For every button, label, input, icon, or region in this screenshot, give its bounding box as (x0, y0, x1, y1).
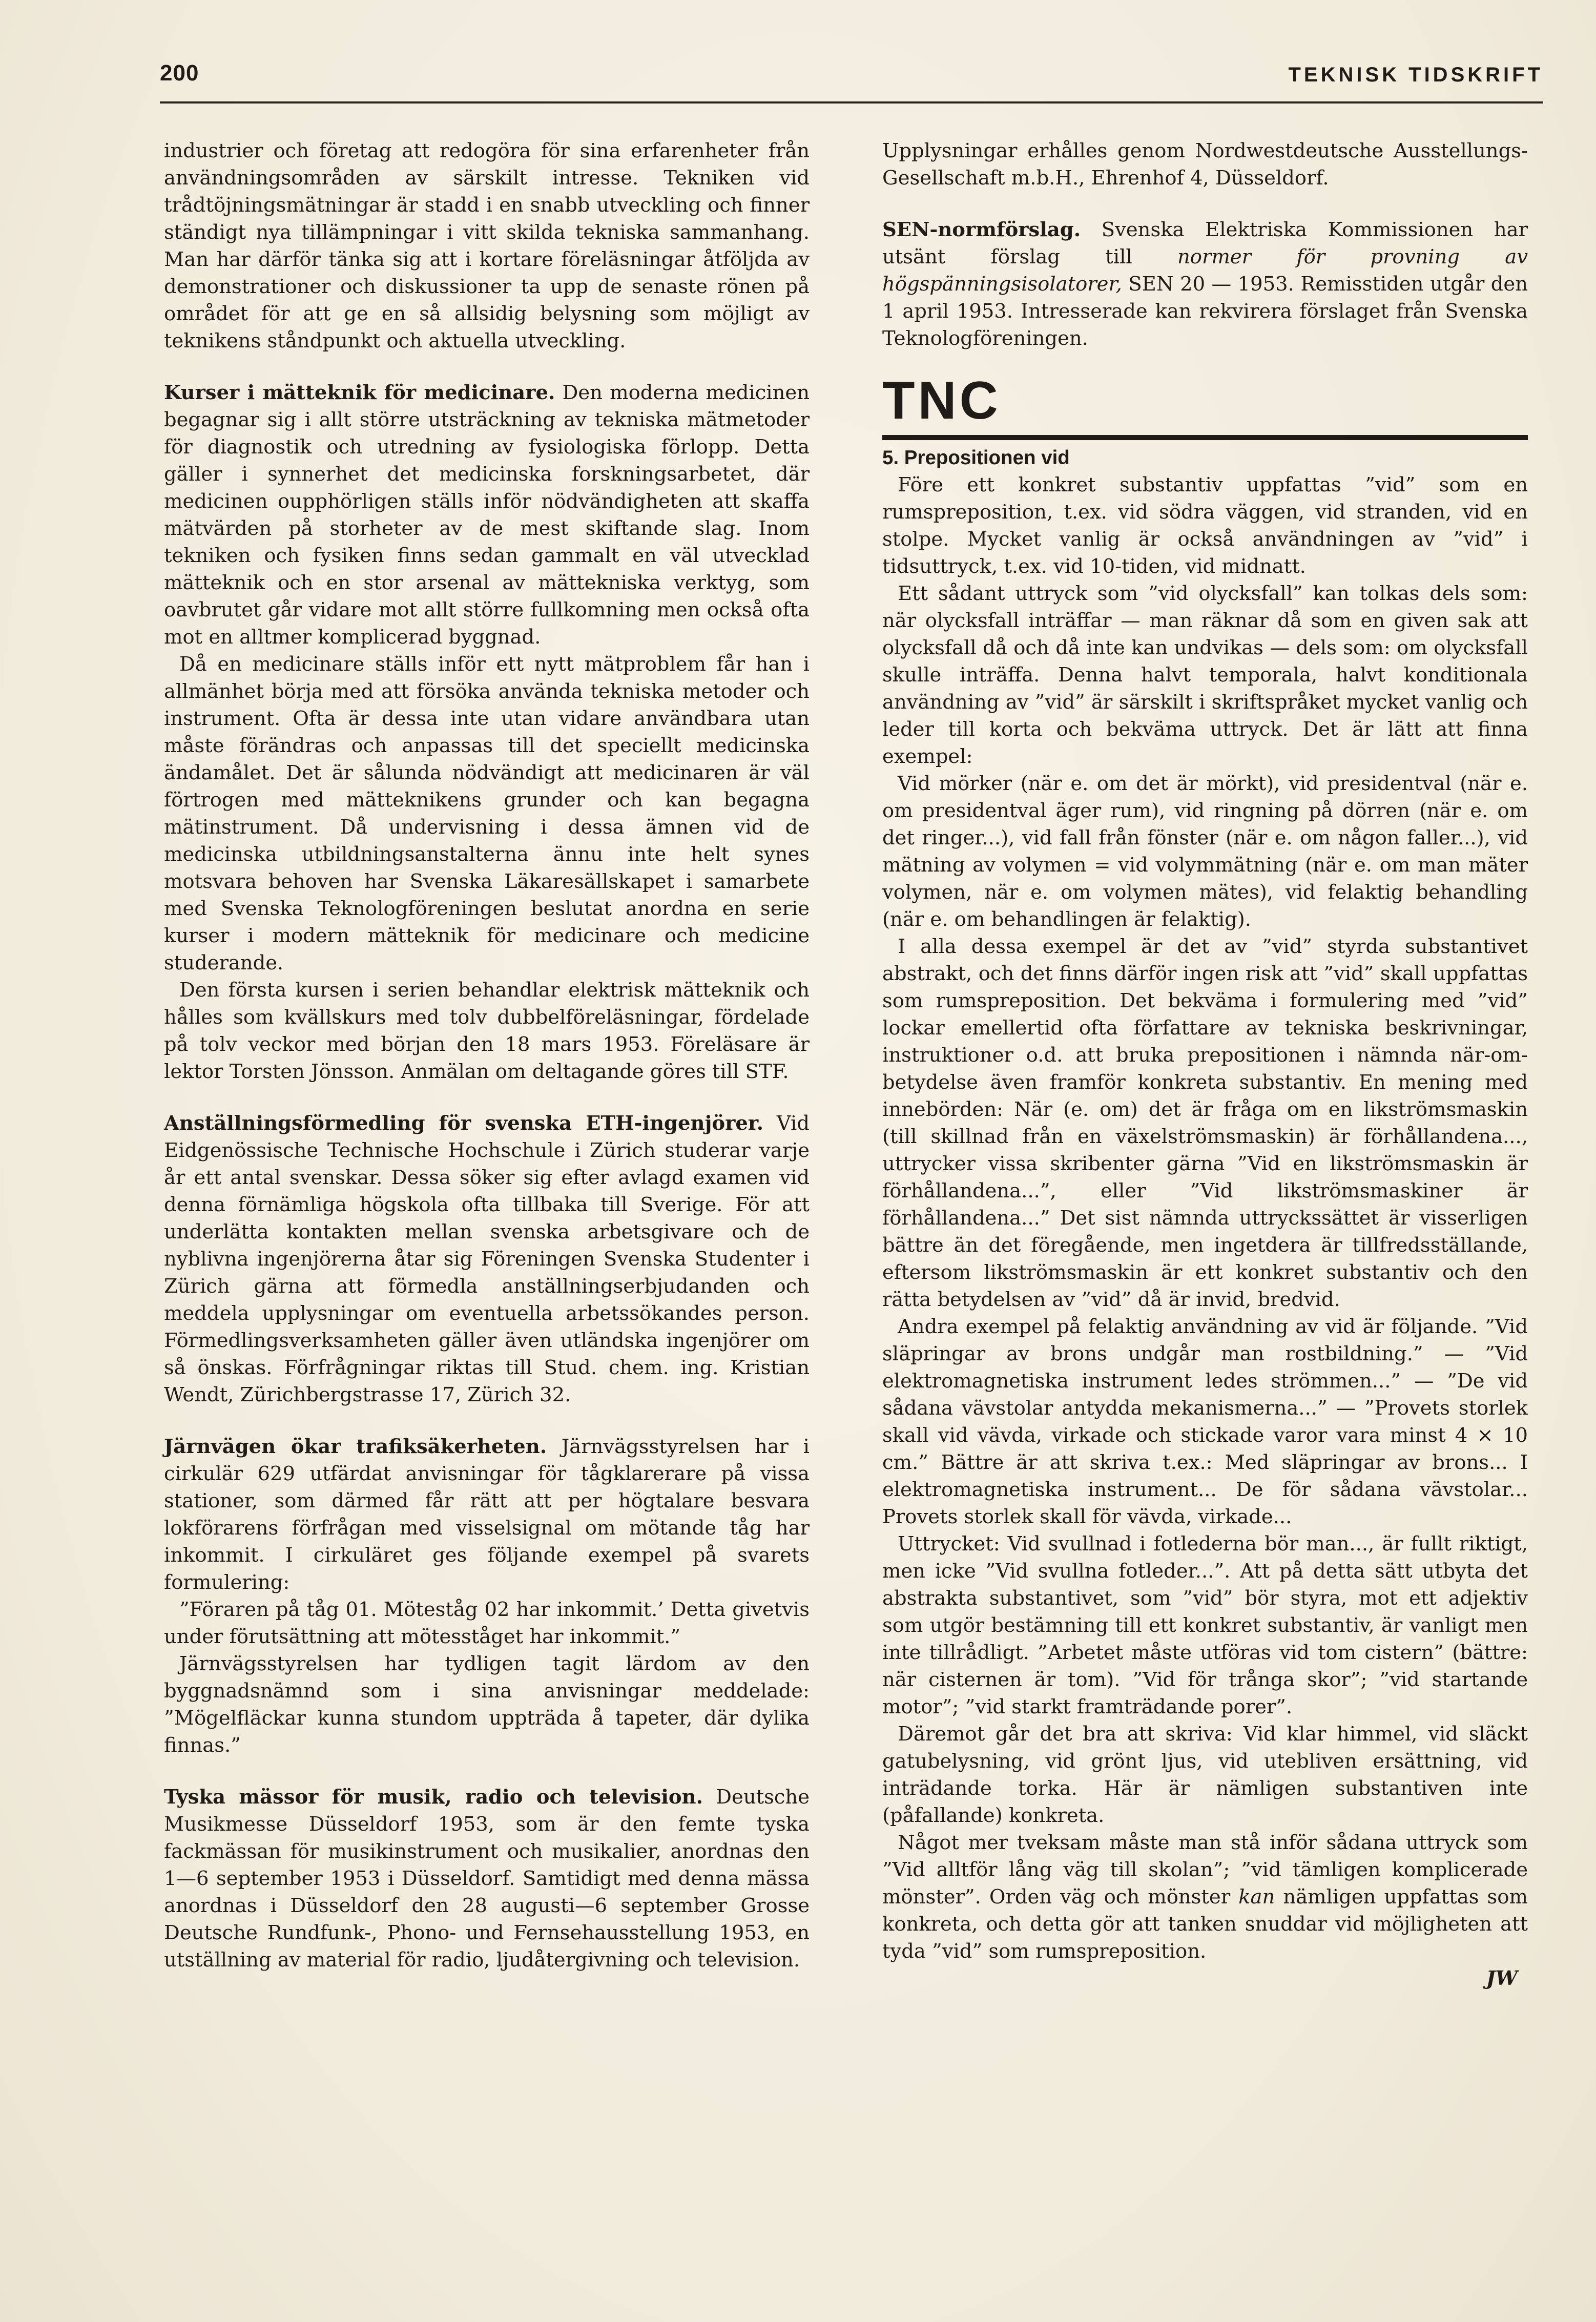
sen-text-2: SEN 20 — 1953. Remisstiden utgår den 1 april 1953. Intresserade kan rekvirera förslaget från Svenska Teknologföreningen. (882, 273, 1528, 350)
jarn-paragraph-2: ”Föraren på tåg 01. Möteståg 02 har inkommit.’ Detta givetvis under förutsättning att mötesståget har inkommit.” (164, 1598, 810, 1648)
tyska-heading: Tyska mässor för musik, radio och television. (164, 1786, 703, 1809)
vid-paragraph-6: Uttrycket: Vid svullnad i fotlederna bör man..., är fullt riktigt, men icke ”Vid svullna fotleder...”. Att på detta sätt utbyta det abstrakta substantivet, som ”vid” bör styra, mot ett adjektiv som utgör bestämning till ett konkret substantiv, är vanligt men inte tillrådligt. ”Arbetet måste utföras vid tom cistern” (bättre: när cisternen är tom). ”Vid för trånga skor”; ”vid startande motor”; ”vid starkt framträdande porer”. (882, 1532, 1528, 1718)
left-column (164, 137, 810, 1974)
kurser-paragraph-3: Den första kursen i serien behandlar elektrisk mätteknik och hålles som kvällskurs med tolv dubbelföreläsningar, fördelade på tolv veckor med början den 18 mars 1953. Föreläsare är lektor Torsten Jönsson. Anmälan om deltagande göres till STF. (164, 979, 810, 1083)
tnc-logo: TNC (882, 371, 1001, 430)
vid-paragraph-5: Andra exempel på felaktig användning av vid är följande. ”Vid släpringar av brons undgår man rostbildning.” — ”Vid elektromagnetiska instrument ledes strömmen...” — ”De vid sådana vävstolar antydda mekanismerna...” — ”Provets storlek skall vid vävda, virkade och stickade varor vara minst 4 × 10 cm.” Bättre är att skriva t.ex.: Med släpringar av brons... I elektromagnetiska instrument... De för sådana vävstolar... Provets storlek skall för vävda, virkade... (882, 1315, 1528, 1528)
tyska-text: Deutsche Musikmesse Düsseldorf 1953, som är den femte tyska fackmässan för musikinstrument och musikalier, anordnas den 1—6 september 1953 i Düsseldorf. Samtidigt med denna mässa anordnas i Düsseldorf den 28 augusti—6 september Grosse Deutsche Rundfunk-, Phono- und Fernsehausstellung 1953, en utställning av material för radio, ljudåtergivning och television. (164, 1786, 810, 1972)
tnc-banner (882, 372, 1528, 444)
vid-paragraph-4: I alla dessa exempel är det av ”vid” styrda substantivet abstrakt, och det finns därför ingen risk att ”vid” skall uppfattas som rumspreposition. Det bekväma i formulering med ”vid” lockar emellertid ofta författare av tekniska beskrivningar, instruktioner o.d. att bruka prepositionen i nämnda när-om-betydelse även framför konkreta substantiv. En mening med innebörden: När (e. om) det är fråga om en likströmsmaskin (till skillnad från en växelströmsmaskin) är förhållandena..., uttrycker vissa skribenter gärna ”Vid en likströmsmaskin är förhållandena...”, eller ”Vid likströmsmaskiner är förhållandena...” Det sist nämnda uttryckssättet är visserligen bättre än det föregående, men ingetdera är tillfredsställande, eftersom likströmsmaskin är ett konkret substantiv och den rätta betydelsen av ”vid” då är invid, bredvid. (882, 935, 1528, 1311)
vid-paragraph-8-b: nämligen uppfattas som konkreta, och detta gör att tanken snuddar vid möjligheten att tyda ”vid” som rumspreposition. (882, 1885, 1528, 1963)
page-header (160, 60, 1543, 107)
vid-paragraph-3: Vid mörker (när e. om det är mörkt), vid presidentval (när e. om presidentval äger rum), vid ringning på dörren (när e. om det ringer...), vid fall från fönster (när e. om någon faller...), vid mätning av volymen = vid volymmätning (när e. om man mäter volymen, när e. om volymen mätes), vid felaktig behandling (när e. om behandlingen är felaktig). (882, 772, 1528, 931)
jarn-text: Järnvägsstyrelsen har i cirkulär 629 utfärdat anvisningar för tågklarerare på vissa stationer, som därmed får rätt att per högtalare besvara lokförarens förfrågan med visselsignal om mötande tåg har inkommit. I cirkuläret ges följande exempel på svarets formulering: (164, 1435, 810, 1594)
jarn-paragraph-3: Järnvägsstyrelsen har tydligen tagit lärdom av den byggnadsnämnd som i sina anvisningar meddelade: ”Mögelfläckar kunna stundom uppträda å tapeter, där dylika finnas.” (164, 1652, 810, 1757)
page-number: 200 (160, 60, 199, 86)
vid-paragraph-2: Ett sådant uttryck som ”vid olycksfall” kan tolkas dels som: när olycksfall inträffar — man räknar då som en given sak att olycksfall då och då inte kan undvikas — dels som: om olycksfall skulle inträffa. Denna halvt temporala, halvt konditionala användning av ”vid” är särskilt i skriftspråket mycket vanlig och leder till korta och bekväma uttryck. Det är lätt att finna exempel: (882, 582, 1528, 768)
kurser-text: Den moderna medicinen begagnar sig i allt större utsträckning av tekniska mätmetoder för diagnostik och utredning av fysiologiska förlopp. Detta gäller i synnerhet det medicinska forskningsarbetet, där medicinen oupphörligen ställs inför nödvändigheten att skaffa mätvärden på storheter av de mest skiftande slag. Inom tekniken och fysiken finns sedan gammalt en väl utvecklad mätteknik och en stor arsenal av mättekniska verktyg, som oavbrutet går vidare mot allt större fullkomning men också ofta mot en alltmer komplicerad byggnad. (164, 381, 810, 649)
section-title: 5. Prepositionen vid (882, 447, 1070, 469)
vid-paragraph-1: Före ett konkret substantiv uppfattas ”vid” som en rumspreposition, t.ex. vid södra väggen, vid stranden, vid en stolpe. Mycket vanlig är också användningen av ”vid” i tidsuttryck, t.ex. vid 10-tiden, vid midnatt. (882, 473, 1528, 578)
sen-emphasis: normer för provning av högspänningsisolatorer, (882, 245, 1528, 296)
right-column (882, 137, 1528, 1992)
intro-paragraph: industrier och företag att redogöra för sina erfarenheter från användningsområden av särskilt intresse. Tekniken vid trådtöjningsmätningar är stadd i en snabb utveckling och finner ständigt nya tillämpningar i vitt skilda tekniska sammanhang. Man har därför tänka sig att i kortare föreläsningar åtföljda av demonstrationer och diskussioner ta upp de senaste rönen på området för att ge en så allsidig belysning som möjligt av teknikens ståndpunkt och aktuella utveckling. (164, 139, 810, 353)
upplysningar-paragraph: Upplysningar erhålles genom Nordwestdeutsche Ausstellungs-Gesellschaft m.b.H., Ehrenhof 4, Düsseldorf. (882, 139, 1528, 190)
kurser-paragraph (164, 379, 810, 651)
journal-title: TEKNISK TIDSKRIFT (1288, 64, 1543, 86)
author-signature: JW (1486, 1967, 1518, 1990)
kurser-paragraph-2: Då en medicinare ställs inför ett nytt mätproblem får han i allmänhet börja med att försöka använda tekniska metoder och instrument. Ofta är dessa inte utan vidare användbara utan måste förändras och anpassas till det speciellt medicinska ändamålet. Det är sålunda nödvändigt att medicinaren är väl förtrogen med mätteknikens grunder och kan begagna mätinstrument. Då undervisning i dessa ämnen vid de medicinska utbildningsanstalterna ännu inte helt synes motsvara behoven har Svenska Läkaresällskapet i samarbete med Svenska Teknologföreningen beslutat anordna en serie kurser i modern mätteknik för medicinare och medicine studerande. (164, 653, 810, 975)
sen-heading: SEN-normförslag. (882, 218, 1081, 241)
sen-text-1: Svenska Elektriska Kommissionen har utsänt förslag till (882, 218, 1528, 268)
jarn-paragraph (164, 1433, 810, 1596)
anst-paragraph (164, 1110, 810, 1408)
anst-text: Vid Eidgenössische Technische Hochschule i Zürich studerar varje år ett antal svenskar. Dessa söker sig efter avlagd examen vid denna förnämliga högskola ofta tillbaka till Sverige. För att underlätta kontakten mellan svenska arbetsgivare och de nyblivna ingenjörerna åtar sig Föreningen Svenska Studenter i Zürich gärna att förmedla anställningserbjudanden och meddela upplysningar om eventuella arbetssökandes person. Förmedlingsverksamheten gäller även utländska ingenjörer om så önskas. Förfrågningar riktas till Stud. chem. ing. Kristian Wendt, Zürichbergstrasse 17, Zürich 32. (164, 1112, 810, 1406)
sen-paragraph (882, 216, 1528, 352)
vid-paragraph-8-emphasis: kan (1238, 1885, 1275, 1909)
vid-paragraph-8-a: Något mer tveksam måste man stå inför sådana uttryck som ”Vid alltför lång väg till skolan”; ”vid tämligen komplicerade mönster”. Orden väg och mönster (882, 1831, 1528, 1909)
vid-paragraph-8 (882, 1829, 1528, 1965)
tnc-rule (882, 435, 1528, 440)
anst-heading: Anställningsförmedling för svenska ETH-ingenjörer. (164, 1112, 764, 1135)
kurser-heading: Kurser i mätteknik för medicinare. (164, 381, 555, 404)
tyska-paragraph (164, 1784, 810, 1974)
vid-paragraph-7: Däremot går det bra att skriva: Vid klar himmel, vid släckt gatubelysning, vid grönt ljus, vid utebliven ersättning, vid inträdande torka. Här är nämligen substantiven inte (påfallande) konkreta. (882, 1723, 1528, 1827)
header-rule (160, 101, 1543, 103)
jarn-heading: Järnvägen ökar trafiksäkerheten. (164, 1435, 547, 1458)
